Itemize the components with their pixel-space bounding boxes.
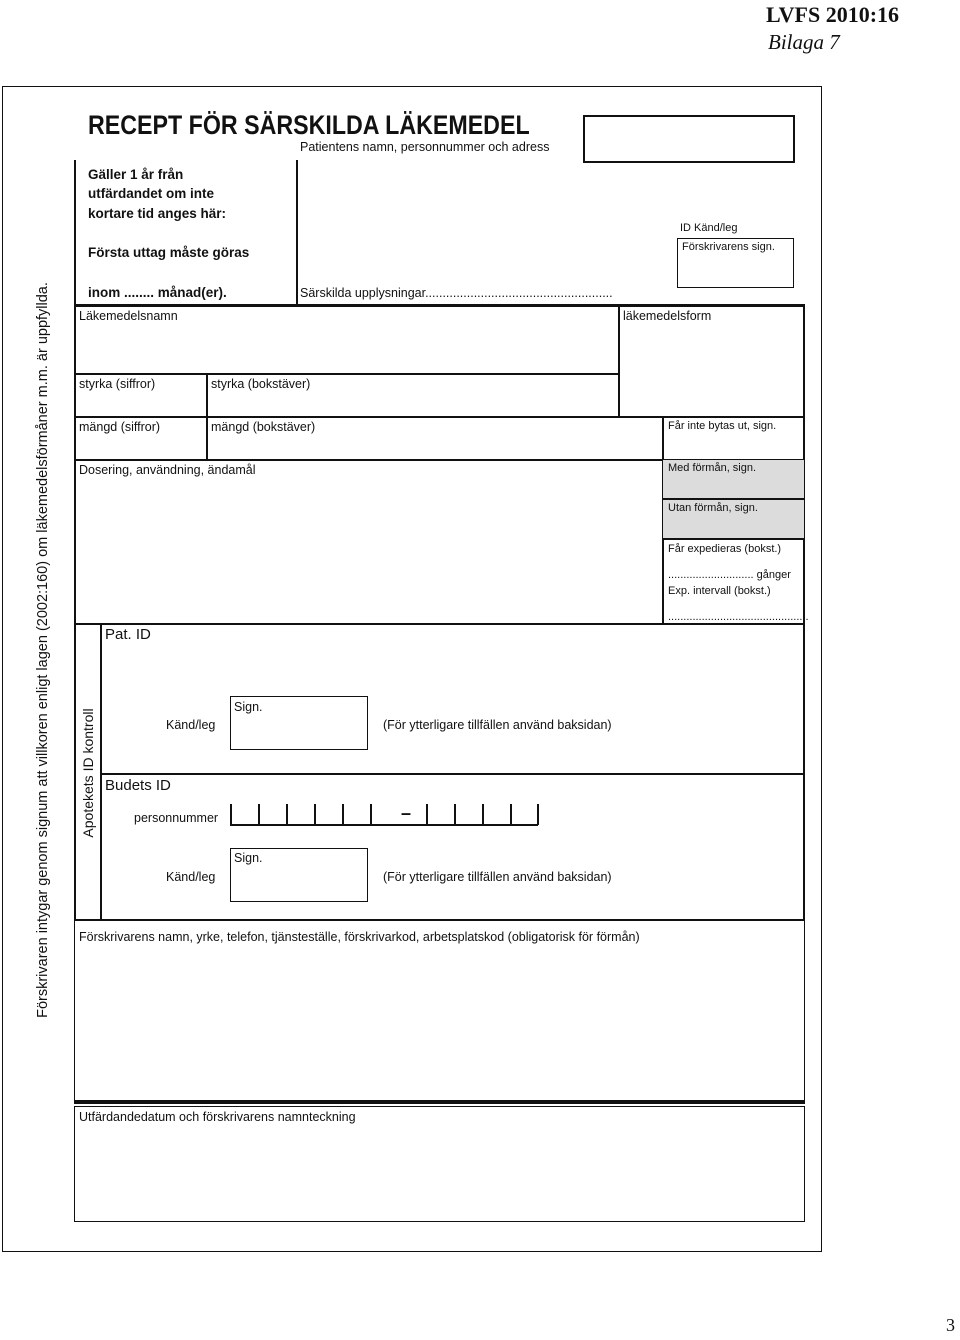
pharmacy-id-check-label: Apotekets ID kontroll: [80, 708, 96, 838]
top-right-box[interactable]: [583, 115, 795, 163]
no-substitute-label: Får inte bytas ut, sign.: [668, 420, 777, 432]
page-number: 3: [946, 1315, 955, 1335]
messenger-id-label: Budets ID: [105, 777, 171, 794]
validity-line-1: Gäller 1 år från: [88, 167, 184, 182]
id-known-label: ID Känd/leg: [680, 222, 738, 234]
interval-field[interactable]: ..............................................: [668, 611, 809, 623]
prescriber-sign-label: Förskrivarens sign.: [682, 241, 775, 253]
interval-label: Exp. intervall (bokst.): [668, 585, 771, 597]
document-code: LVFS 2010:16: [766, 2, 900, 27]
personal-number-field[interactable]: [230, 804, 540, 826]
dispense-label: Får expedieras (bokst.): [668, 543, 782, 555]
drug-form-label: läkemedelsform: [623, 309, 712, 323]
prescriber-details-field[interactable]: [74, 920, 805, 1102]
pat-id-label: Pat. ID: [105, 626, 151, 643]
first-withdrawal-label: Första uttag måste göras: [88, 245, 250, 260]
attestation-side-text: Förskrivaren intygar genom signum att villkoren enligt lagen (2002:160) om läkemedelsförmåner m.m. är uppfyllda.: [35, 282, 51, 1018]
without-benefit-label: Utan förmån, sign.: [668, 502, 758, 514]
prescriber-details-label: Förskrivarens namn, yrke, telefon, tjänsteställe, förskrivarkod, arbetsplatskod (obligatorisk för förmån): [79, 930, 640, 944]
dosage-label: Dosering, användning, ändamål: [79, 463, 256, 477]
strength-digits-label: styrka (siffror): [79, 377, 156, 391]
sign-label-1: Sign.: [234, 700, 263, 714]
amount-letters-label: mängd (bokstäver): [211, 420, 316, 434]
known-id-label-1: Känd/leg: [166, 718, 216, 732]
times-field[interactable]: ............................ gånger: [668, 569, 791, 581]
with-benefit-label: Med förmån, sign.: [668, 462, 757, 474]
form-title: RECEPT FÖR SÄRSKILDA LÄKEMEDEL: [88, 110, 530, 140]
known-id-label-2: Känd/leg: [166, 870, 216, 884]
within-months-field[interactable]: inom ........ månad(er).: [88, 285, 227, 300]
annex-label: Bilaga 7: [768, 30, 840, 54]
special-info-field[interactable]: Särskilda upplysningar......................................................: [300, 286, 613, 300]
personal-number-label: personnummer: [134, 811, 219, 825]
patient-label: Patientens namn, personnummer och adress: [300, 140, 550, 154]
drug-name-label: Läkemedelsnamn: [79, 309, 178, 323]
validity-line-2: utfärdandet om inte: [88, 186, 215, 201]
amount-digits-label: mängd (siffror): [79, 420, 161, 434]
more-occasions-note-1: (För ytterligare tillfällen använd baksidan): [383, 718, 612, 732]
sign-label-2: Sign.: [234, 851, 263, 865]
more-occasions-note-2: (För ytterligare tillfällen använd baksidan): [383, 870, 612, 884]
strength-letters-label: styrka (bokstäver): [211, 377, 311, 391]
validity-line-3: kortare tid anges här:: [88, 206, 227, 221]
personal-number-dash: –: [401, 803, 412, 823]
date-signature-label: Utfärdandedatum och förskrivarens namnteckning: [79, 1110, 356, 1124]
